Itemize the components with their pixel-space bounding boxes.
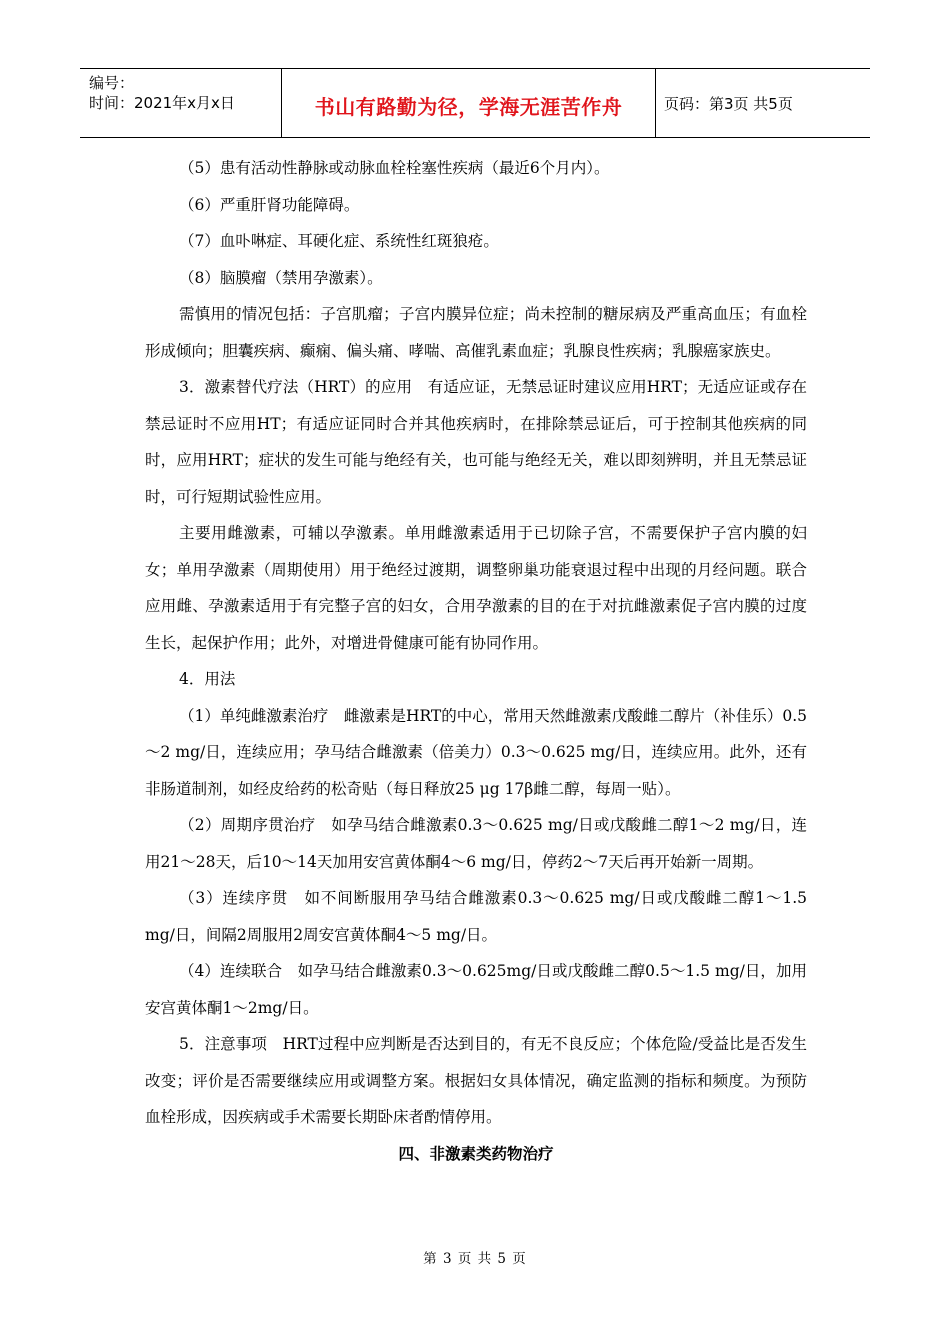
page-footer: 第 3 页 共 5 页: [423, 1251, 527, 1267]
header-page-cell: [656, 69, 870, 137]
document-body: [145, 150, 807, 1172]
paragraph: （1）单纯雌激素治疗 雌激素是HRT的中心，常用天然雌激素戊酸雌二醇片（补佳乐）0.5～2 mg/日，连续应用；孕马结合雌激素（倍美力）0.3～0.625 mg/日，连续应用。此外，还有非肠道制剂，如经皮给药的松奇贴（每日释放25 μg 17β雌二醇，每周一贴）。: [145, 706, 807, 798]
paragraph: （8）脑膜瘤（禁用孕激素）。: [179, 268, 383, 287]
page-info: 页码：第3页 共5页: [664, 95, 793, 113]
paragraph: （4）连续联合 如孕马结合雌激素0.3～0.625mg/日或戊酸雌二醇0.5～1.5 mg/日，加用安宫黄体酮1～2mg/日。: [145, 962, 807, 1017]
paragraph: （2）周期序贯治疗 如孕马结合雌激素0.3～0.625 mg/日或戊酸雌二醇1～2 mg/日，连用21～28天，后10～14天加用安宫黄体酮4～6 mg/日，停药2～7天后再开始新一周期。: [145, 816, 807, 871]
paragraph: （6）严重肝肾功能障碍。: [179, 195, 360, 214]
section-heading: 四、非激素类药物治疗: [398, 1143, 554, 1163]
paragraph: （3）连续序贯 如不间断服用孕马结合雌激素0.3～0.625 mg/日或戊酸雌二醇1～1.5 mg/日，间隔2周服用2周安宫黄体酮4～5 mg/日。: [145, 889, 807, 944]
paragraph: 3．激素替代疗法（HRT）的应用 有适应证，无禁忌证时建议应用HRT；无适应证或存在禁忌证时不应用HT；有适应证同时合并其他疾病时，在排除禁忌证后，可于控制其他疾病的同时，应用HRT；症状的发生可能与绝经有关，也可能与绝经无关，难以即刻辨明，并且无禁忌证时，可行短期试验性应用。: [145, 378, 807, 506]
date-line: 时间：2021年x月x日: [89, 94, 235, 112]
paragraph: 需慎用的情况包括：子宫肌瘤；子宫内膜异位症；尚未控制的糖尿病及严重高血压；有血栓形成倾向；胆囊疾病、癫痫、偏头痛、哮喘、高催乳素血症；乳腺良性疾病；乳腺癌家族史。: [145, 305, 807, 360]
motto: 书山有路勤为径，学海无涯苦作舟: [314, 95, 623, 119]
paragraph: （7）血卟啉症、耳硬化症、系统性红斑狼疮。: [179, 232, 499, 250]
header-meta: [80, 69, 282, 137]
paragraph: （5）患有活动性静脉或动脉血栓栓塞性疾病（最近6个月内）。: [179, 159, 610, 177]
paragraph: 4．用法: [179, 670, 236, 688]
paragraph: 主要用雌激素，可辅以孕激素。单用雌激素适用于已切除子宫，不需要保护子宫内膜的妇女；单用孕激素（周期使用）用于绝经过渡期，调整卵巢功能衰退过程中出现的月经问题。联合应用雌、孕激素适用于有完整子宫的妇女，合用孕激素的目的在于对抗雌激素促子宫内膜的过度生长，起保护作用；此外，对增进骨健康可能有协同作用。: [145, 524, 807, 652]
header-motto-cell: [282, 69, 656, 137]
paragraph: 5．注意事项 HRT过程中应判断是否达到目的，有无不良反应；个体危险/受益比是否发生改变；评价是否需要继续应用或调整方案。根据妇女具体情况，确定监测的指标和频度。为预防血栓形成，因疾病或手术需要长期卧床者酌情停用。: [145, 1035, 807, 1126]
code-label: 编号：: [89, 74, 135, 92]
page-header: [80, 68, 870, 138]
